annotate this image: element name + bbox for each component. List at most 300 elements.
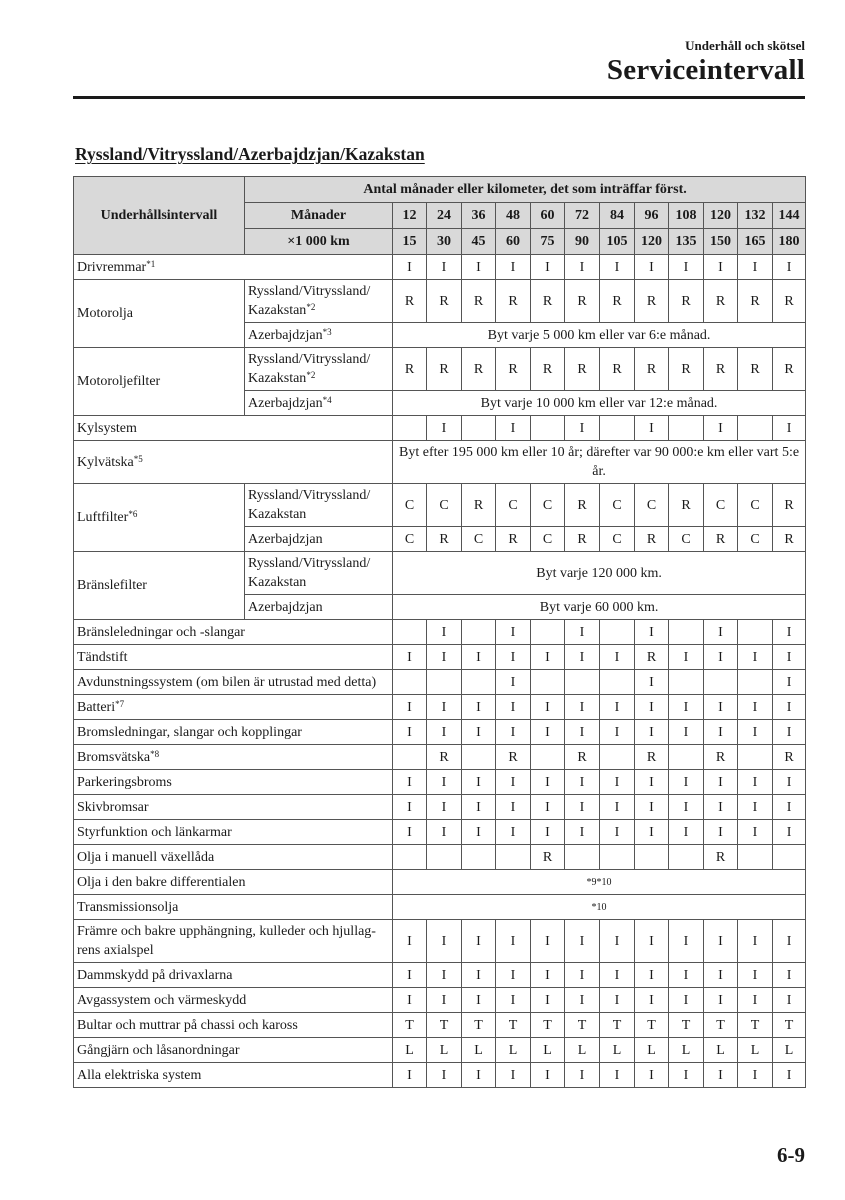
table-row [74, 484, 806, 527]
interval-cell [669, 745, 704, 770]
item-label: Kylsystem [77, 420, 137, 436]
interval-cell: I [773, 963, 806, 988]
interval-cell: I [635, 416, 669, 441]
interval-cell: I [704, 645, 738, 670]
interval-cell: I [738, 820, 773, 845]
item-label: Transmissionsolja [77, 899, 179, 915]
interval-cell: C [600, 484, 635, 527]
km-cell: 30 [427, 229, 462, 255]
interval-cell [600, 745, 635, 770]
sub-label-motorolja [245, 280, 393, 323]
table-row [74, 820, 806, 845]
interval-cell: I [462, 720, 496, 745]
interval-cell: I [565, 988, 600, 1013]
interval-cell: I [565, 920, 600, 963]
interval-cell: I [773, 920, 806, 963]
km-cell: 45 [462, 229, 496, 255]
item-label: Azerbajdzjan [248, 327, 323, 343]
interval-cell: I [565, 770, 600, 795]
row-label-upphangning [74, 920, 393, 963]
interval-cell [462, 670, 496, 695]
interval-cell: I [669, 795, 704, 820]
interval-cell: L [427, 1038, 462, 1063]
item-label: Bultar och muttrar på chassi och kaross [77, 1017, 298, 1033]
interval-cell [773, 845, 806, 870]
interval-cell [738, 845, 773, 870]
interval-cell: I [635, 1063, 669, 1088]
interval-cell: C [531, 527, 565, 552]
interval-cell: R [565, 527, 600, 552]
interval-cell: I [565, 820, 600, 845]
interval-cell: R [600, 348, 635, 391]
km-label: ×1 000 km [245, 229, 393, 255]
table-row [74, 720, 806, 745]
item-label: Olja i den bakre differentialen [77, 874, 246, 890]
interval-cell: I [565, 255, 600, 280]
interval-cell: I [773, 620, 806, 645]
interval-cell: I [462, 920, 496, 963]
item-label: Drivremmar [77, 259, 147, 275]
interval-cell: I [565, 645, 600, 670]
table-row [74, 1063, 806, 1088]
interval-cell: I [393, 988, 427, 1013]
interval-cell: T [600, 1013, 635, 1038]
table-row [74, 795, 806, 820]
interval-cell: C [738, 527, 773, 552]
interval-cell: I [462, 820, 496, 845]
interval-cell [738, 416, 773, 441]
sub-label-branslefilter [245, 552, 393, 595]
interval-cell: I [704, 416, 738, 441]
table-row [74, 920, 806, 963]
interval-cell: I [565, 695, 600, 720]
row-label-parkeringsbroms [74, 770, 393, 795]
interval-cell: I [773, 255, 806, 280]
interval-cell: I [427, 255, 462, 280]
table-row [74, 552, 806, 595]
interval-cell: I [704, 795, 738, 820]
service-interval-table [73, 176, 806, 1088]
interval-cell: L [600, 1038, 635, 1063]
interval-cell [531, 620, 565, 645]
footnote-ref: *7 [115, 698, 125, 709]
row-label-olja_diff [74, 870, 393, 895]
interval-cell: I [531, 963, 565, 988]
month-cell: 24 [427, 203, 462, 229]
table-row [74, 416, 806, 441]
table-row [74, 280, 806, 323]
interval-cell: T [635, 1013, 669, 1038]
interval-cell: I [531, 770, 565, 795]
interval-cell [669, 416, 704, 441]
interval-cell: I [496, 820, 531, 845]
footnote-ref: *2 [306, 302, 316, 312]
interval-cell: I [427, 920, 462, 963]
table-row [74, 620, 806, 645]
interval-cell [600, 620, 635, 645]
interval-cell: I [738, 795, 773, 820]
interval-cell: I [669, 255, 704, 280]
interval-cell: I [704, 695, 738, 720]
month-cell: 48 [496, 203, 531, 229]
interval-cell [738, 745, 773, 770]
interval-cell: L [496, 1038, 531, 1063]
interval-cell [393, 416, 427, 441]
interval-cell: I [773, 720, 806, 745]
interval-cell [565, 670, 600, 695]
row-label-skivbromsar [74, 795, 393, 820]
interval-cell: R [462, 280, 496, 323]
table-row [74, 670, 806, 695]
month-cell: 96 [635, 203, 669, 229]
interval-cell: I [427, 795, 462, 820]
table-row [74, 645, 806, 670]
interval-cell: I [427, 695, 462, 720]
interval-cell: I [565, 1063, 600, 1088]
interval-cell: R [704, 280, 738, 323]
interval-cell: R [738, 280, 773, 323]
interval-cell [393, 670, 427, 695]
interval-cell: I [462, 795, 496, 820]
interval-cell: R [704, 845, 738, 870]
page-number: 6-9 [777, 1143, 805, 1167]
interval-cell: I [393, 720, 427, 745]
interval-cell: R [565, 484, 600, 527]
interval-cell: I [738, 695, 773, 720]
interval-cell: C [496, 484, 531, 527]
item-label: Bränslefilter [77, 578, 147, 593]
interval-cell: I [496, 645, 531, 670]
table-row [74, 845, 806, 870]
interval-cell: I [462, 645, 496, 670]
interval-cell: I [600, 820, 635, 845]
interval-cell: I [600, 1063, 635, 1088]
interval-cell: T [462, 1013, 496, 1038]
interval-cell: I [393, 770, 427, 795]
item-label: Bromsledningar, slangar och kopplingar [77, 724, 302, 740]
interval-cell: R [427, 745, 462, 770]
row-label-kylsystem [74, 416, 393, 441]
interval-cell: I [496, 670, 531, 695]
interval-cell: I [773, 695, 806, 720]
interval-note-cell: Byt varje 5 000 km eller var 6:e månad. [393, 323, 806, 348]
region-title: Ryssland/Vitryssland/Azerbajdzjan/Kazakstan [75, 144, 425, 164]
item-label: Batteri [77, 699, 116, 715]
interval-cell: R [773, 745, 806, 770]
interval-cell: R [773, 348, 806, 391]
table-row [74, 348, 806, 391]
footnote-ref: *3 [322, 326, 332, 337]
interval-cell: L [565, 1038, 600, 1063]
interval-cell: I [669, 720, 704, 745]
interval-note-cell: *10 [393, 895, 806, 920]
interval-cell: I [462, 770, 496, 795]
interval-cell: I [635, 720, 669, 745]
interval-cell: I [704, 255, 738, 280]
interval-cell: I [773, 416, 806, 441]
interval-cell: I [773, 770, 806, 795]
interval-cell: R [635, 527, 669, 552]
row-header-cell: Underhållsintervall [74, 177, 245, 255]
interval-cell [600, 416, 635, 441]
item-label: Motorolja [77, 306, 133, 321]
item-label: Gångjärn och låsanordningar [77, 1042, 240, 1058]
interval-cell: I [635, 920, 669, 963]
interval-cell: I [704, 620, 738, 645]
interval-cell: I [531, 720, 565, 745]
interval-cell: I [600, 645, 635, 670]
interval-cell [496, 845, 531, 870]
interval-cell: I [738, 255, 773, 280]
interval-cell: I [704, 720, 738, 745]
page-title: Serviceintervall [606, 54, 805, 86]
interval-cell: I [393, 645, 427, 670]
item-label: Ryssland/Vitryssland/ Kazakstan [248, 488, 371, 522]
interval-cell: I [635, 670, 669, 695]
interval-cell: R [531, 280, 565, 323]
item-label: Styrfunktion och länkarmar [77, 824, 232, 840]
item-label: Ryssland/Vitryssland/ Kazakstan [248, 352, 371, 386]
interval-cell: I [427, 620, 462, 645]
item-label: Avgassystem och värmeskydd [77, 992, 247, 1008]
interval-cell: R [669, 348, 704, 391]
interval-cell: I [669, 820, 704, 845]
interval-cell [393, 745, 427, 770]
item-label: Motoroljefilter [77, 374, 161, 389]
interval-cell: R [427, 280, 462, 323]
interval-cell [462, 620, 496, 645]
interval-cell: I [704, 820, 738, 845]
interval-note-cell: Byt varje 120 000 km. [393, 552, 806, 595]
months-label: Månader [245, 203, 393, 229]
sub-label-motoroljefilter [245, 348, 393, 391]
km-cell: 180 [773, 229, 806, 255]
interval-cell: I [704, 988, 738, 1013]
interval-cell: I [600, 255, 635, 280]
footnote-ref: *2 [306, 370, 316, 380]
interval-cell [704, 670, 738, 695]
interval-cell: T [393, 1013, 427, 1038]
interval-cell: I [531, 695, 565, 720]
interval-cell: I [773, 795, 806, 820]
table-row [74, 988, 806, 1013]
table-row [74, 745, 806, 770]
interval-cell: I [669, 920, 704, 963]
row-label-bromsledningar [74, 720, 393, 745]
row-label-batteri [74, 695, 393, 720]
row-label-drivremmar [74, 255, 393, 280]
interval-cell: I [496, 255, 531, 280]
item-label: Bromsvätska [77, 749, 151, 765]
km-cell: 75 [531, 229, 565, 255]
interval-cell: I [427, 963, 462, 988]
interval-cell: R [773, 527, 806, 552]
month-cell: 108 [669, 203, 704, 229]
interval-cell: I [393, 695, 427, 720]
item-label: Avdunstningssystem (om bilen är utrustad med detta) [77, 674, 377, 690]
table-row [74, 895, 806, 920]
interval-cell: T [669, 1013, 704, 1038]
row-label-olja_manuell [74, 845, 393, 870]
interval-cell [427, 670, 462, 695]
interval-cell: I [462, 695, 496, 720]
row-label-avgassystem [74, 988, 393, 1013]
interval-cell: I [635, 963, 669, 988]
interval-cell: I [496, 795, 531, 820]
interval-cell: I [531, 988, 565, 1013]
interval-cell: I [635, 255, 669, 280]
interval-cell: I [600, 920, 635, 963]
interval-cell: L [738, 1038, 773, 1063]
interval-cell: I [496, 620, 531, 645]
table-row [74, 255, 806, 280]
interval-cell: R [565, 348, 600, 391]
month-cell: 36 [462, 203, 496, 229]
interval-cell: I [738, 963, 773, 988]
interval-cell: I [669, 695, 704, 720]
interval-cell: I [635, 770, 669, 795]
interval-cell: I [635, 795, 669, 820]
interval-cell: I [427, 720, 462, 745]
interval-cell: I [600, 988, 635, 1013]
interval-cell: I [496, 416, 531, 441]
interval-cell: I [773, 988, 806, 1013]
interval-cell: R [531, 845, 565, 870]
month-cell: 12 [393, 203, 427, 229]
month-cell: 60 [531, 203, 565, 229]
sub-label-motorolja [245, 323, 393, 348]
interval-cell: I [704, 1063, 738, 1088]
interval-note-cell: *9*10 [393, 870, 806, 895]
item-label: Azerbajdzjan [248, 531, 323, 547]
interval-cell: I [393, 255, 427, 280]
interval-cell: I [427, 988, 462, 1013]
interval-cell: C [669, 527, 704, 552]
interval-cell: I [393, 795, 427, 820]
interval-cell: R [427, 348, 462, 391]
section-heading: Underhåll och skötsel [685, 38, 805, 53]
interval-cell: I [531, 820, 565, 845]
interval-cell: R [496, 745, 531, 770]
interval-cell: I [669, 988, 704, 1013]
interval-cell: R [704, 348, 738, 391]
interval-cell: R [669, 484, 704, 527]
row-label-motoroljefilter [74, 348, 245, 416]
sub-label-branslefilter [245, 595, 393, 620]
km-cell: 60 [496, 229, 531, 255]
interval-cell: C [704, 484, 738, 527]
interval-cell: C [462, 527, 496, 552]
interval-cell: I [565, 963, 600, 988]
interval-cell: I [427, 1063, 462, 1088]
interval-cell: I [669, 770, 704, 795]
interval-cell: C [600, 527, 635, 552]
interval-cell: I [773, 670, 806, 695]
footnote-ref: *1 [146, 258, 156, 269]
km-cell: 90 [565, 229, 600, 255]
table-row [74, 963, 806, 988]
interval-cell [427, 845, 462, 870]
month-cell: 144 [773, 203, 806, 229]
interval-cell: I [496, 963, 531, 988]
interval-cell [462, 845, 496, 870]
interval-cell: L [393, 1038, 427, 1063]
interval-cell: I [393, 920, 427, 963]
table-row [74, 770, 806, 795]
table-row [74, 1013, 806, 1038]
footnote-ref: *5 [133, 453, 143, 464]
interval-note-cell: Byt varje 10 000 km eller var 12:e månad. [393, 391, 806, 416]
item-label: Parkeringsbroms [77, 774, 172, 790]
row-label-bransleledningar [74, 620, 393, 645]
interval-cell [669, 670, 704, 695]
interval-cell: T [704, 1013, 738, 1038]
interval-cell: R [427, 527, 462, 552]
interval-cell: R [635, 348, 669, 391]
interval-cell: T [738, 1013, 773, 1038]
interval-cell: T [427, 1013, 462, 1038]
km-cell: 165 [738, 229, 773, 255]
km-cell: 120 [635, 229, 669, 255]
interval-cell: I [738, 770, 773, 795]
row-label-branslefilter [74, 552, 245, 620]
interval-cell [393, 620, 427, 645]
interval-note-cell: Byt efter 195 000 km eller 10 år; därefter var 90 000:e km eller vart 5:e år. [393, 441, 806, 484]
interval-cell: I [462, 1063, 496, 1088]
footnote-ref: *8 [150, 748, 160, 759]
interval-cell: R [738, 348, 773, 391]
interval-cell: L [773, 1038, 806, 1063]
interval-cell: R [635, 745, 669, 770]
interval-cell: R [773, 280, 806, 323]
interval-cell: R [496, 527, 531, 552]
interval-cell: I [738, 1063, 773, 1088]
interval-cell [669, 620, 704, 645]
interval-cell: I [565, 416, 600, 441]
interval-cell: I [393, 1063, 427, 1088]
interval-cell [738, 620, 773, 645]
month-cell: 72 [565, 203, 600, 229]
item-label: Dammskydd på drivaxlarna [77, 967, 233, 983]
interval-cell: I [704, 770, 738, 795]
interval-cell: I [427, 645, 462, 670]
interval-cell: R [393, 348, 427, 391]
item-label: Olja i manuell växellåda [77, 849, 215, 865]
interval-cell [531, 745, 565, 770]
interval-cell: I [669, 645, 704, 670]
interval-cell: I [531, 645, 565, 670]
header-rule [73, 96, 805, 99]
interval-cell: I [531, 920, 565, 963]
row-label-avdunstning [74, 670, 393, 695]
interval-cell: I [496, 720, 531, 745]
interval-cell: I [496, 770, 531, 795]
row-label-styrfunktion [74, 820, 393, 845]
month-cell: 132 [738, 203, 773, 229]
month-cell: 120 [704, 203, 738, 229]
interval-cell: I [600, 770, 635, 795]
interval-cell: I [600, 963, 635, 988]
km-cell: 135 [669, 229, 704, 255]
item-label: Ryssland/Vitryssland/ Kazakstan [248, 556, 371, 590]
interval-cell: I [669, 1063, 704, 1088]
interval-cell: I [393, 820, 427, 845]
interval-cell: I [427, 770, 462, 795]
interval-cell: I [462, 963, 496, 988]
interval-cell: I [704, 920, 738, 963]
interval-cell [669, 845, 704, 870]
interval-cell: R [635, 280, 669, 323]
